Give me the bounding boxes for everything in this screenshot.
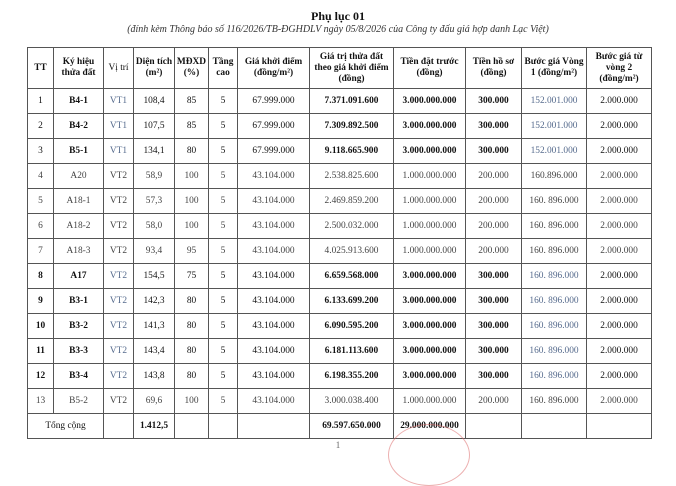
cell-tt: 11 — [28, 339, 54, 364]
cell-tien-dat-truoc: 3.000.000.000 — [394, 264, 466, 289]
table-row — [28, 289, 652, 314]
cell-tang-cao: 5 — [209, 214, 238, 239]
cell-dien-tich: 107,5 — [134, 114, 175, 139]
cell-dien-tich: 143,8 — [134, 364, 175, 389]
table-row — [28, 139, 652, 164]
cell-vi-tri: VT2 — [104, 164, 134, 189]
cell-tien-ho-so: 200.000 — [466, 189, 522, 214]
cell-mdxd: 85 — [175, 114, 209, 139]
cell-tang-cao: 5 — [209, 239, 238, 264]
cell-tien-dat-truoc: 3.000.000.000 — [394, 89, 466, 114]
cell-buoc-gia-2: 2.000.000 — [587, 139, 652, 164]
cell-gia-khoi-diem: 43.104.000 — [238, 239, 310, 264]
total-tien-dat-truoc: 29.000.000.000 — [394, 414, 466, 439]
cell-buoc-gia-1: 152.001.000 — [522, 139, 587, 164]
cell-tang-cao: 5 — [209, 89, 238, 114]
cell-mdxd: 100 — [175, 189, 209, 214]
cell-gia-tri: 7.309.892.500 — [310, 114, 394, 139]
cell-buoc-gia-1: 160. 896.000 — [522, 264, 587, 289]
cell-buoc-gia-2: 2.000.000 — [587, 289, 652, 314]
cell-buoc-gia-2: 2.000.000 — [587, 339, 652, 364]
cell-gia-khoi-diem: 43.104.000 — [238, 189, 310, 214]
cell-tien-ho-so: 300.000 — [466, 114, 522, 139]
cell-gia-khoi-diem: 43.104.000 — [238, 264, 310, 289]
cell-tien-ho-so: 200.000 — [466, 239, 522, 264]
cell-buoc-gia-1: 160.896.000 — [522, 164, 587, 189]
cell-mdxd: 95 — [175, 239, 209, 264]
cell-mdxd: 80 — [175, 289, 209, 314]
cell-dien-tich: 143,4 — [134, 339, 175, 364]
cell-dien-tich: 93,4 — [134, 239, 175, 264]
cell-tien-dat-truoc: 3.000.000.000 — [394, 339, 466, 364]
document-subtitle: (đính kèm Thông báo số 116/2026/TB-ĐGHDLV ngày 05/8/2026 của Công ty đấu giá hợp danh Lạc Việt) — [127, 24, 549, 35]
cell-dien-tich: 69,6 — [134, 389, 175, 414]
table-row — [28, 239, 652, 264]
cell-buoc-gia-1: 160. 896.000 — [522, 364, 587, 389]
table-row — [28, 339, 652, 364]
cell-gia-tri: 2.469.859.200 — [310, 189, 394, 214]
cell-tien-ho-so: 300.000 — [466, 339, 522, 364]
header-gia-khoi-diem: Giá khởi điểm (đồng/m²) — [238, 48, 310, 89]
cell-tt: 8 — [28, 264, 54, 289]
cell-tien-ho-so: 300.000 — [466, 264, 522, 289]
cell-tt: 2 — [28, 114, 54, 139]
cell-tang-cao: 5 — [209, 114, 238, 139]
cell-tien-dat-truoc: 3.000.000.000 — [394, 314, 466, 339]
cell-buoc-gia-1: 160. 896.000 — [522, 214, 587, 239]
header-mdxd: MĐXD (%) — [175, 48, 209, 89]
total-empty-cell — [104, 414, 134, 439]
cell-gia-khoi-diem: 43.104.000 — [238, 364, 310, 389]
cell-vi-tri: VT2 — [104, 364, 134, 389]
cell-buoc-gia-2: 2.000.000 — [587, 189, 652, 214]
cell-gia-tri: 2.500.032.000 — [310, 214, 394, 239]
cell-tien-dat-truoc: 3.000.000.000 — [394, 114, 466, 139]
cell-vi-tri: VT2 — [104, 314, 134, 339]
cell-buoc-gia-1: 160. 896.000 — [522, 339, 587, 364]
total-empty-cell — [587, 414, 652, 439]
cell-gia-tri: 6.133.699.200 — [310, 289, 394, 314]
cell-tien-dat-truoc: 1.000.000.000 — [394, 389, 466, 414]
cell-tien-ho-so: 300.000 — [466, 139, 522, 164]
cell-ky-hieu: B5-1 — [54, 139, 104, 164]
header-gia-tri: Giá trị thửa đất theo giá khởi điểm (đồng) — [310, 48, 394, 89]
cell-mdxd: 80 — [175, 139, 209, 164]
cell-tang-cao: 5 — [209, 264, 238, 289]
cell-ky-hieu: B3-1 — [54, 289, 104, 314]
document-title: Phụ lục 01 — [310, 9, 365, 23]
cell-tt: 3 — [28, 139, 54, 164]
header-ky-hieu: Ký hiệu thửa đất — [54, 48, 104, 89]
cell-mdxd: 75 — [175, 264, 209, 289]
table-body — [28, 89, 652, 414]
cell-mdxd: 80 — [175, 339, 209, 364]
cell-tien-ho-so: 300.000 — [466, 314, 522, 339]
cell-gia-tri: 9.118.665.900 — [310, 139, 394, 164]
cell-buoc-gia-1: 160. 896.000 — [522, 314, 587, 339]
cell-buoc-gia-2: 2.000.000 — [587, 164, 652, 189]
cell-tang-cao: 5 — [209, 189, 238, 214]
cell-gia-tri: 6.198.355.200 — [310, 364, 394, 389]
total-empty-cell — [175, 414, 209, 439]
cell-tt: 9 — [28, 289, 54, 314]
cell-ky-hieu: B5-2 — [54, 389, 104, 414]
cell-tang-cao: 5 — [209, 364, 238, 389]
cell-buoc-gia-2: 2.000.000 — [587, 239, 652, 264]
table-header-row — [28, 48, 652, 89]
cell-tt: 1 — [28, 89, 54, 114]
cell-dien-tich: 58,9 — [134, 164, 175, 189]
cell-vi-tri: VT1 — [104, 89, 134, 114]
cell-tt: 7 — [28, 239, 54, 264]
cell-tt: 10 — [28, 314, 54, 339]
cell-gia-tri: 4.025.913.600 — [310, 239, 394, 264]
cell-buoc-gia-1: 160. 896.000 — [522, 189, 587, 214]
header-dien-tich: Diện tích (m²) — [134, 48, 175, 89]
cell-vi-tri: VT2 — [104, 339, 134, 364]
cell-buoc-gia-2: 2.000.000 — [587, 89, 652, 114]
cell-ky-hieu: A18-1 — [54, 189, 104, 214]
cell-ky-hieu: A17 — [54, 264, 104, 289]
cell-mdxd: 80 — [175, 364, 209, 389]
cell-gia-tri: 6.659.568.000 — [310, 264, 394, 289]
cell-mdxd: 85 — [175, 89, 209, 114]
cell-tien-ho-so: 200.000 — [466, 389, 522, 414]
cell-gia-khoi-diem: 43.104.000 — [238, 314, 310, 339]
cell-gia-khoi-diem: 67.999.000 — [238, 139, 310, 164]
cell-tang-cao: 5 — [209, 314, 238, 339]
table-row — [28, 264, 652, 289]
cell-tt: 4 — [28, 164, 54, 189]
cell-buoc-gia-1: 160. 896.000 — [522, 289, 587, 314]
cell-tang-cao: 5 — [209, 389, 238, 414]
land-lot-table — [27, 47, 652, 439]
cell-vi-tri: VT2 — [104, 239, 134, 264]
total-dien-tich: 1.412,5 — [134, 414, 175, 439]
cell-tien-ho-so: 300.000 — [466, 364, 522, 389]
cell-tien-dat-truoc: 3.000.000.000 — [394, 364, 466, 389]
cell-tien-dat-truoc: 3.000.000.000 — [394, 139, 466, 164]
cell-gia-tri: 7.371.091.600 — [310, 89, 394, 114]
cell-ky-hieu: B4-2 — [54, 114, 104, 139]
header-buoc-gia-1: Bước giá Vòng 1 (đồng/m²) — [522, 48, 587, 89]
header-tien-dat-truoc: Tiền đặt trước (đồng) — [394, 48, 466, 89]
cell-mdxd: 100 — [175, 214, 209, 239]
header-vi-tri: Vị trí — [104, 48, 134, 89]
cell-tien-ho-so: 300.000 — [466, 89, 522, 114]
cell-gia-tri: 3.000.038.400 — [310, 389, 394, 414]
cell-dien-tich: 58,0 — [134, 214, 175, 239]
cell-tien-dat-truoc: 1.000.000.000 — [394, 164, 466, 189]
seal-stamp — [388, 424, 470, 486]
cell-dien-tich: 154,5 — [134, 264, 175, 289]
cell-dien-tich: 57,3 — [134, 189, 175, 214]
total-empty-cell — [522, 414, 587, 439]
table-row — [28, 114, 652, 139]
cell-buoc-gia-2: 2.000.000 — [587, 364, 652, 389]
cell-tien-dat-truoc: 1.000.000.000 — [394, 189, 466, 214]
total-row — [28, 414, 652, 439]
cell-buoc-gia-2: 2.000.000 — [587, 114, 652, 139]
cell-vi-tri: VT2 — [104, 264, 134, 289]
cell-vi-tri: VT2 — [104, 189, 134, 214]
header-tien-ho-so: Tiền hồ sơ (đồng) — [466, 48, 522, 89]
cell-tang-cao: 5 — [209, 139, 238, 164]
total-label: Tổng cộng — [28, 414, 104, 439]
header-tt: TT — [28, 48, 54, 89]
cell-ky-hieu: A18-2 — [54, 214, 104, 239]
table-row — [28, 389, 652, 414]
total-empty-cell — [238, 414, 310, 439]
cell-buoc-gia-2: 2.000.000 — [587, 214, 652, 239]
cell-mdxd: 100 — [175, 389, 209, 414]
cell-gia-khoi-diem: 67.999.000 — [238, 89, 310, 114]
cell-gia-tri: 6.181.113.600 — [310, 339, 394, 364]
table-row — [28, 89, 652, 114]
cell-tang-cao: 5 — [209, 164, 238, 189]
cell-vi-tri: VT1 — [104, 114, 134, 139]
cell-gia-tri: 6.090.595.200 — [310, 314, 394, 339]
cell-gia-khoi-diem: 67.999.000 — [238, 114, 310, 139]
cell-tien-dat-truoc: 3.000.000.000 — [394, 289, 466, 314]
cell-tien-dat-truoc: 1.000.000.000 — [394, 214, 466, 239]
cell-gia-tri: 2.538.825.600 — [310, 164, 394, 189]
cell-gia-khoi-diem: 43.104.000 — [238, 389, 310, 414]
cell-buoc-gia-2: 2.000.000 — [587, 389, 652, 414]
cell-tt: 5 — [28, 189, 54, 214]
cell-gia-khoi-diem: 43.104.000 — [238, 214, 310, 239]
cell-dien-tich: 142,3 — [134, 289, 175, 314]
cell-ky-hieu: B3-3 — [54, 339, 104, 364]
table-row — [28, 364, 652, 389]
cell-vi-tri: VT2 — [104, 289, 134, 314]
cell-buoc-gia-1: 160. 896.000 — [522, 389, 587, 414]
cell-vi-tri: VT2 — [104, 389, 134, 414]
cell-vi-tri: VT2 — [104, 214, 134, 239]
table-row — [28, 314, 652, 339]
cell-ky-hieu: A20 — [54, 164, 104, 189]
total-empty-cell — [209, 414, 238, 439]
header-buoc-gia-2: Bước giá từ vòng 2 (đồng/m²) — [587, 48, 652, 89]
cell-buoc-gia-2: 2.000.000 — [587, 264, 652, 289]
cell-tt: 13 — [28, 389, 54, 414]
cell-tien-dat-truoc: 1.000.000.000 — [394, 239, 466, 264]
total-empty-cell — [466, 414, 522, 439]
cell-buoc-gia-1: 152.001.000 — [522, 89, 587, 114]
cell-dien-tich: 141,3 — [134, 314, 175, 339]
cell-buoc-gia-2: 2.000.000 — [587, 314, 652, 339]
cell-ky-hieu: B3-4 — [54, 364, 104, 389]
cell-gia-khoi-diem: 43.104.000 — [238, 339, 310, 364]
cell-dien-tich: 108,4 — [134, 89, 175, 114]
total-gia-tri: 69.597.650.000 — [310, 414, 394, 439]
cell-tien-ho-so: 300.000 — [466, 289, 522, 314]
cell-ky-hieu: B3-2 — [54, 314, 104, 339]
cell-ky-hieu: A18-3 — [54, 239, 104, 264]
cell-tien-ho-so: 200.000 — [466, 214, 522, 239]
cell-gia-khoi-diem: 43.104.000 — [238, 289, 310, 314]
cell-mdxd: 80 — [175, 314, 209, 339]
table-row — [28, 189, 652, 214]
table-row — [28, 214, 652, 239]
cell-tt: 6 — [28, 214, 54, 239]
cell-tang-cao: 5 — [209, 339, 238, 364]
cell-ky-hieu: B4-1 — [54, 89, 104, 114]
cell-dien-tich: 134,1 — [134, 139, 175, 164]
header-tang-cao: Tầng cao — [209, 48, 238, 89]
table-row — [28, 164, 652, 189]
cell-tt: 12 — [28, 364, 54, 389]
cell-buoc-gia-1: 160. 896.000 — [522, 239, 587, 264]
cell-tang-cao: 5 — [209, 289, 238, 314]
cell-buoc-gia-1: 152.001.000 — [522, 114, 587, 139]
page-number: 1 — [335, 440, 341, 450]
cell-mdxd: 100 — [175, 164, 209, 189]
cell-tien-ho-so: 200.000 — [466, 164, 522, 189]
cell-vi-tri: VT1 — [104, 139, 134, 164]
cell-gia-khoi-diem: 43.104.000 — [238, 164, 310, 189]
